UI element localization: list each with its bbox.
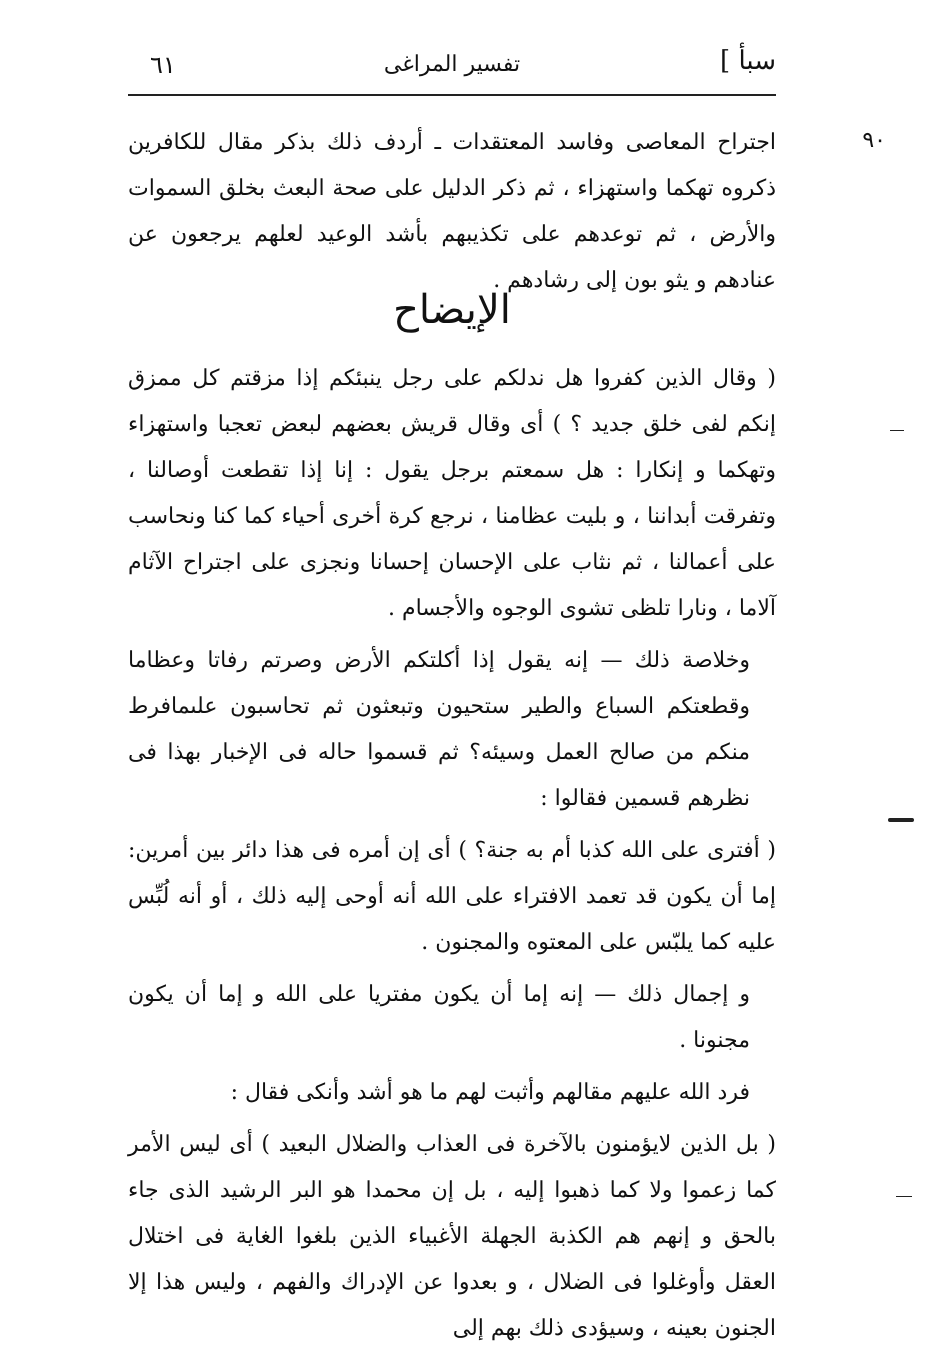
paragraph-1: ( وقال الذين كفروا هل ندلكم على رجل ينبئكم إذا مزقتم كل ممزق إنكم لفى خلق جديد ؟ ) أى وقال قريش بعضهم لبعض تعجبا واستهزاء وتهكما و إنكارا : هل سمعتم برجل يقول : إنا إذا تقطعت أوصالنا ، وتفرقت أبداننا ، و بليت عظامنا ، نرجع كرة أخرى أحياء كما كنا ونحاسب على أعمالنا ، ثم نثاب على الإحسان إحسانا ونجزى على اجتراح الآثام آلاما ، ونارا تلظى تشوى الوجوه والأجسام .	[128, 366, 776, 621]
verse-number: ٩٠	[862, 128, 886, 153]
page-header	[128, 40, 776, 92]
paragraph-5: فرد الله عليهم مقالهم وأثبت لهم ما هو أشد وأنكى فقال :	[230, 1080, 750, 1105]
intro-paragraph	[128, 120, 776, 304]
header-rule	[128, 94, 776, 96]
paragraph-2: وخلاصة ذلك — إنه يقول إذا أكلتكم الأرض وصرتم رفاتا وعظاما وقطعتكم السباع والطير ستحيون وتبعثون ثم تحاسبون علىمافرط منكم من صالح العمل وسيئه؟ ثم قسموا حاله فى الإخبار بهذا فى نظرهم قسمين فقالوا :	[128, 648, 750, 811]
paragraph-6: ( بل الذين لايؤمنون بالآخرة فى العذاب والضلال البعيد ) أى ليس الأمر كما زعموا ولا كما ذهبوا إليه ، بل إن محمدا هو البر الرشيد الذى جاء بالحق و إنهم هم الكذبة الجهلة الأغبياء الذين بلغوا الغاية فى اختلال العقل وأوغلوا فى الضلال ، و بعدوا عن الإدراك والفهم ، وليس هذا إلا الجنون بعينه ، وسيؤدى ذلك بهم إلى	[128, 1132, 776, 1341]
page-number: ٦١	[150, 51, 176, 79]
paragraph-3: ( أفترى على الله كذبا أم به جنة؟ ) أى إن أمره فى هذا دائر بين أمرين: إما أن يكون قد تعمد الافتراء على الله أنه أوحى إليه ذلك ، أو أنه لُبِّس عليه كما يلبّس على المعتوه والمجنون .	[128, 838, 776, 955]
scan-mark	[888, 818, 914, 822]
main-body	[128, 356, 776, 1358]
intro-text: اجتراح المعاصى وفاسد المعتقدات ـ أردف ذلك بذكر مقال للكافرين ذكروه تهكما واستهزاء ، ثم ذكر الدليل على صحة البعث بخلق السموات والأرض ، ثم توعدهم على تكذيبهم بأشد الوعيد لعلهم يرجعون عن عنادهم و يثو بون إلى رشادهم .	[128, 130, 776, 293]
scan-mark	[890, 430, 904, 431]
scan-mark	[896, 1196, 912, 1197]
book-title: تفسير المراغى	[383, 52, 521, 77]
surah-tab: سبأ ]	[720, 46, 776, 76]
paragraph-4: و إجمال ذلك — إنه إما أن يكون مفتريا على الله و إما أن يكون مجنونا .	[128, 982, 750, 1053]
section-heading: الإيضاح	[393, 287, 511, 333]
